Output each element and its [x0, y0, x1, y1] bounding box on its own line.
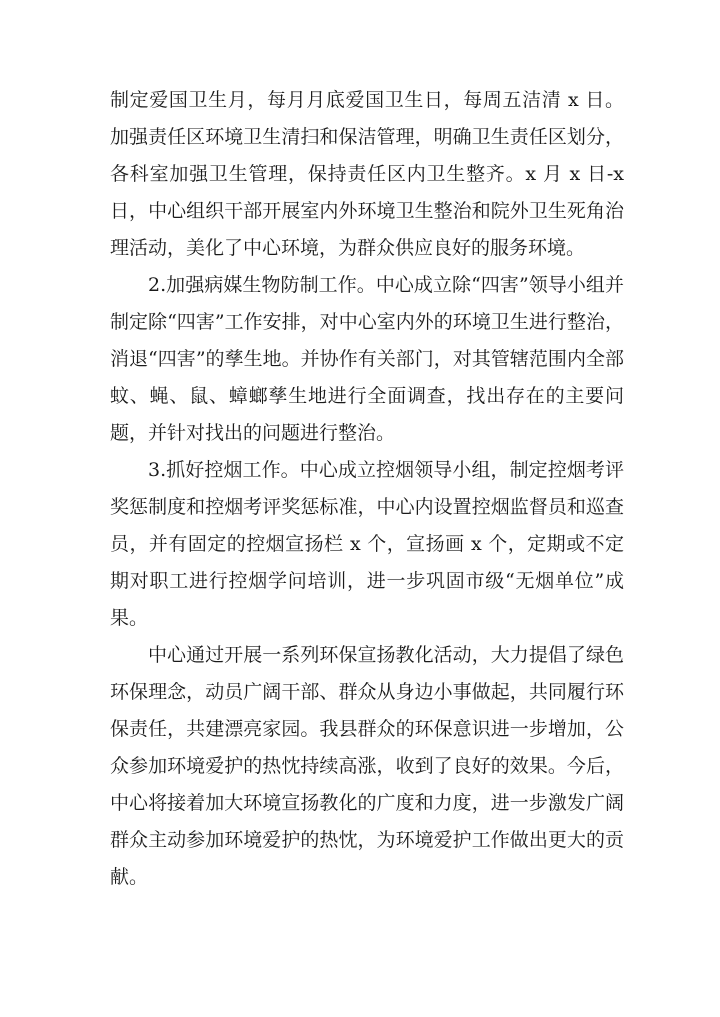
- document-page: [110, 82, 624, 896]
- paragraph-conclusion: 中心通过开展一系列环保宣扬教化活动，大力提倡了绿色环保理念，动员广阔干部、群众从身边小事做起，共同履行环保责任，共建漂亮家园。我县群众的环保意识进一步增加，公众参加环境爱护的热忱持续高涨，收到了良好的效果。今后，中心将接着加大环境宣扬教化的广度和力度，进一步激发广阔群众主动参加环境爱护的热忱，为环境爱护工作做出更大的贡献。: [110, 644, 624, 888]
- paragraph-tobacco-control: 3.抓好控烟工作。中心成立控烟领导小组，制定控烟考评奖惩制度和控烟考评奖惩标准，中心内设置控烟监督员和巡查员，并有固定的控烟宣扬栏 x 个，宣扬画 x 个，定期或不定期对职工进行控烟学问培训，进一步巩固市级“无烟单位”成果。: [110, 459, 624, 629]
- paragraph-sanitation-month: 制定爱国卫生月，每月月底爱国卫生日，每周五洁清 x 日。加强责任区环境卫生清扫和保洁管理，明确卫生责任区划分，各科室加强卫生管理，保持责任区内卫生整齐。x 月 x 日-x 日，中心组织干部开展室内外环境卫生整治和院外卫生死角治理活动，美化了中心环境，为群众供应良好的服务环境。: [110, 89, 624, 259]
- paragraph-vector-control: 2.加强病媒生物防制工作。中心成立除“四害”领导小组并制定除“四害”工作安排，对中心室内外的环境卫生进行整治，消退“四害”的孳生地。并协作有关部门，对其管辖范围内全部蚊、蝇、鼠、蟑螂孳生地进行全面调查，找出存在的主要问题，并针对找出的问题进行整治。: [110, 274, 624, 444]
